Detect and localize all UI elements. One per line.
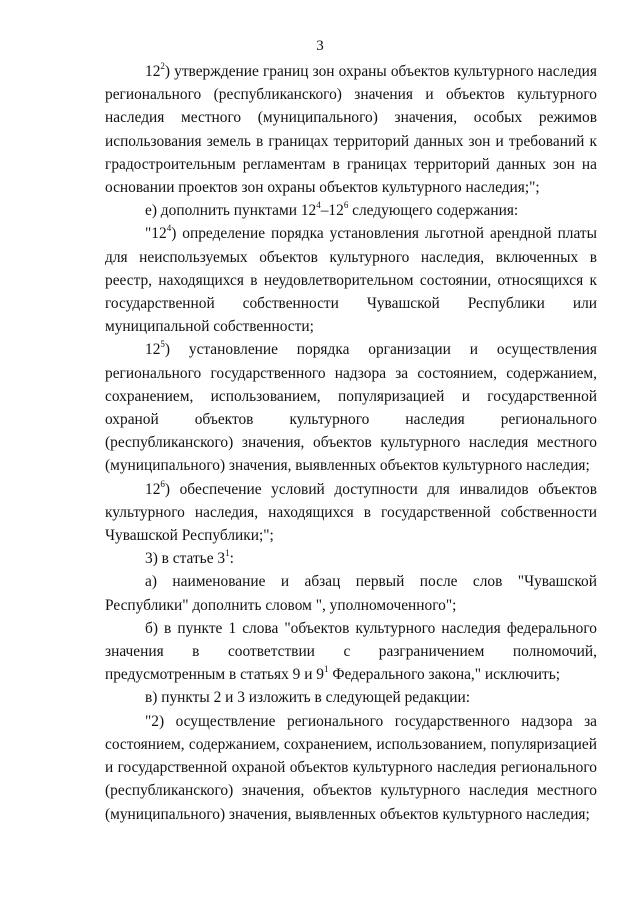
document-body — [105, 60, 597, 826]
paragraph-item-12-4: "$12^4$) определение порядка установления льготной арендной платы для неиспользуемых объектов культурного наследия, включенных в реестр, находящихся в неудовлетворительном состоянии, относящихся к государственной собственности Чувашской Республики или муниципальной собственности; — [105, 223, 597, 336]
paragraph-item-2: "2) осуществление регионального государственного надзора за состоянием, содержанием, сохранением, использованием, популяризацией и государственной охраной объектов культурного наследия регионального (республиканского) значения, объектов культурного наследия местного (муниципального) значения, выявленных объектов культурного наследия; — [105, 712, 597, 823]
paragraph-article-3-1: 3) в статье $3^1$: — [145, 548, 234, 568]
paragraph-amendment-a: а) наименование и абзац первый после слов "Чувашской Республики" дополнить словом ", уполномоченного"; — [105, 573, 597, 614]
paragraph-amendment-v: в) пункты 2 и 3 изложить в следующей редакции: — [145, 689, 471, 707]
page-number: 3 — [316, 38, 324, 54]
paragraph-amendment-b: б) в пункте 1 слова "объектов культурного наследия федерального значения в соответствии с разграничением полномочий, предусмотренным в статьях 9 и $9^1$ Федерального закона," исключить; — [105, 619, 597, 684]
paragraph-item-12-5: $12^5$) установление порядка организации и осуществления регионального государственного надзора за состоянием, содержанием, сохранением, использованием, популяризацией и государственной охраной объектов культурного наследия регионального (республиканского) значения, объектов культурного наследия местного (муниципального) значения, выявленных объектов культурного наследия; — [105, 339, 597, 475]
paragraph-item-12-2: $12^2$) утверждение границ зон охраны объектов культурного наследия регионального (республиканского) значения и объектов культурного наследия местного (муниципального) значения, особых режимов использования земель в границах территорий данных зон и требований к градостроительным регламентам в границах территорий данных зон на основании проектов зон охраны объектов культурного наследия;"; — [105, 60, 597, 197]
paragraph-amendment-e: е) дополнить пунктами $12^4-12^6$ следующего содержания: — [145, 200, 519, 220]
paragraph-item-12-6: $12^6$) обеспечение условий доступности для инвалидов объектов культурного наследия, находящихся в государственной собственности Чувашской Республики;"; — [105, 478, 597, 545]
